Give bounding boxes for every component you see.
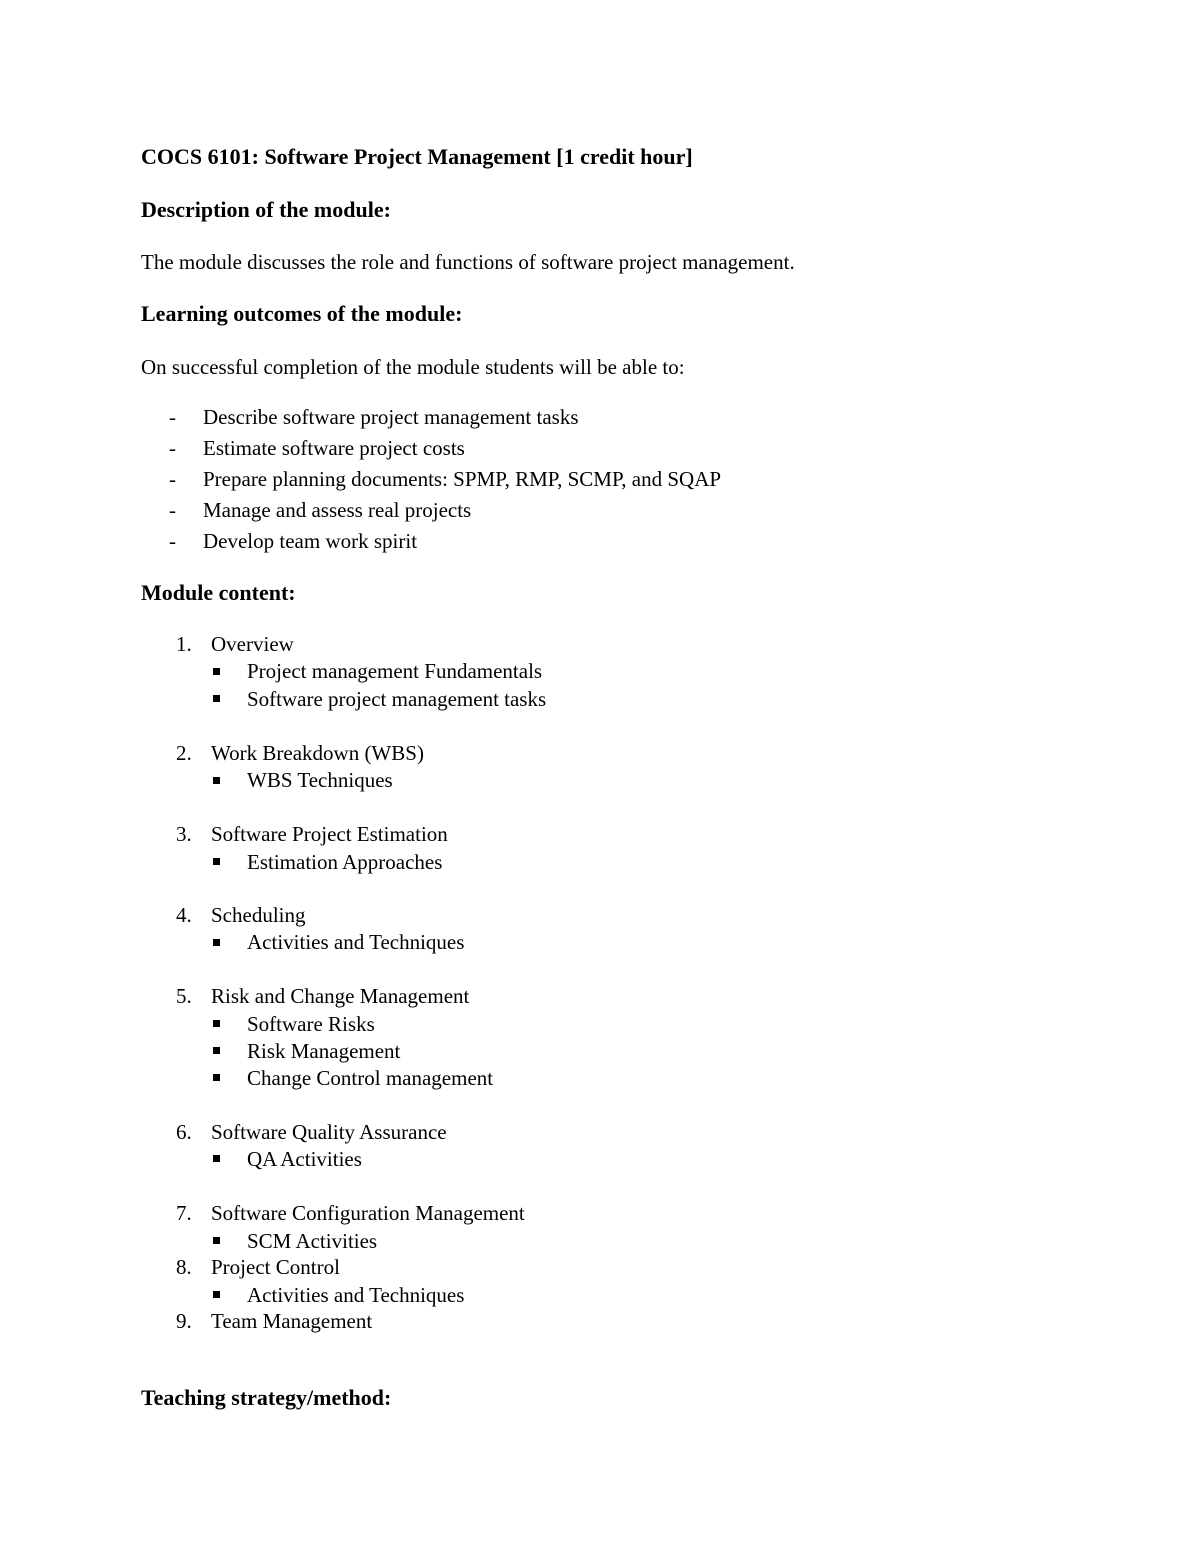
content-item-number: 3. xyxy=(176,822,192,846)
content-item-label: Project Control xyxy=(211,1255,340,1279)
square-bullet-icon xyxy=(213,1291,220,1298)
content-item-number: 8. xyxy=(176,1255,192,1279)
content-item-label: Risk and Change Management xyxy=(211,984,470,1008)
content-item-number: 9. xyxy=(176,1309,192,1333)
teaching-heading: Teaching strategy/method: xyxy=(141,1385,392,1410)
content-item-label: Work Breakdown (WBS) xyxy=(211,741,424,765)
content-subitem: Change Control management xyxy=(247,1066,494,1090)
square-bullet-icon xyxy=(213,1074,220,1081)
outcome-marker: - xyxy=(169,498,176,522)
content-item-label: Team Management xyxy=(211,1309,373,1333)
content-item-number: 5. xyxy=(176,984,192,1008)
outcome-marker: - xyxy=(169,405,176,429)
content-subitem: QA Activities xyxy=(247,1147,362,1171)
square-bullet-icon xyxy=(213,858,220,865)
square-bullet-icon xyxy=(213,1020,220,1027)
content-item-label: Software Configuration Management xyxy=(211,1201,525,1225)
square-bullet-icon xyxy=(213,1237,220,1244)
content-subitem: Estimation Approaches xyxy=(247,850,443,874)
square-bullet-icon xyxy=(213,939,220,946)
content-item-number: 1. xyxy=(176,632,192,656)
content-item-label: Overview xyxy=(211,632,294,656)
content-item-label: Software Project Estimation xyxy=(211,822,448,846)
description-heading: Description of the module: xyxy=(141,197,391,222)
square-bullet-icon xyxy=(213,695,220,702)
content-item-number: 4. xyxy=(176,903,192,927)
content-subitem: Software project management tasks xyxy=(247,687,547,711)
outcome-item: Prepare planning documents: SPMP, RMP, SCMP, and SQAP xyxy=(203,467,722,491)
content-item-number: 7. xyxy=(176,1201,192,1225)
outcome-item: Develop team work spirit xyxy=(203,529,418,553)
square-bullet-icon xyxy=(213,1047,220,1054)
content-subitem: Activities and Techniques xyxy=(247,930,465,954)
content-subitem: WBS Techniques xyxy=(247,768,393,792)
content-item-number: 2. xyxy=(176,741,192,765)
outcomes-intro: On successful completion of the module students will be able to: xyxy=(141,355,685,379)
description-text: The module discusses the role and functions of software project management. xyxy=(141,250,795,274)
outcome-item: Manage and assess real projects xyxy=(203,498,472,522)
content-heading: Module content: xyxy=(141,580,296,605)
square-bullet-icon xyxy=(213,668,220,675)
square-bullet-icon xyxy=(213,777,220,784)
outcome-item: Estimate software project costs xyxy=(203,436,465,460)
content-subitem: SCM Activities xyxy=(247,1229,378,1253)
content-subitem: Risk Management xyxy=(247,1039,401,1063)
content-subitem: Project management Fundamentals xyxy=(247,659,543,683)
content-subitem: Software Risks xyxy=(247,1012,375,1036)
content-item-label: Scheduling xyxy=(211,903,306,927)
content-item-number: 6. xyxy=(176,1120,192,1144)
outcome-marker: - xyxy=(169,529,176,553)
square-bullet-icon xyxy=(213,1155,220,1162)
outcome-item: Describe software project management tasks xyxy=(203,405,579,429)
content-subitem: Activities and Techniques xyxy=(247,1283,465,1307)
outcomes-heading: Learning outcomes of the module: xyxy=(141,301,463,326)
module-title: COCS 6101: Software Project Management [1 credit hour] xyxy=(141,144,693,169)
content-item-label: Software Quality Assurance xyxy=(211,1120,447,1144)
outcome-marker: - xyxy=(169,436,176,460)
outcome-marker: - xyxy=(169,467,176,491)
